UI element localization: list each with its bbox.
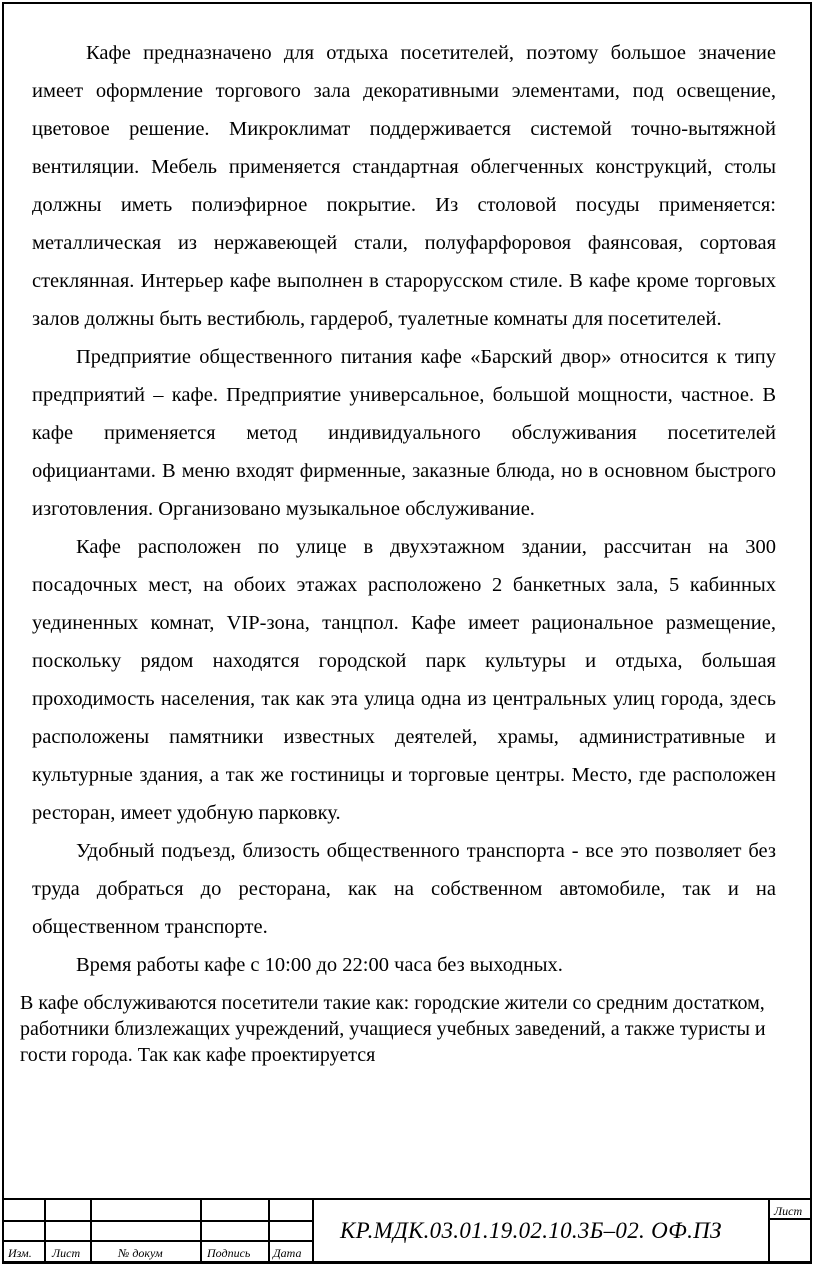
paragraph-transport: Удобный подъезд, близость общественного транспорта - все это позволяет без труда добраться до ресторана, как на собственном автомобиле, так и на общественном транспорте. <box>32 840 776 938</box>
stamp-col-line-1 <box>44 1198 46 1262</box>
document-body <box>20 34 776 1068</box>
stamp-col-line-4 <box>268 1198 270 1262</box>
stamp-col-line-3 <box>200 1198 202 1262</box>
stamp-top-line <box>2 1198 810 1200</box>
stamp-date-label: Дата <box>273 1246 302 1260</box>
stamp-col-line-6 <box>768 1198 770 1262</box>
stamp-list-label: Лист <box>52 1246 81 1260</box>
title-block <box>2 1198 812 1264</box>
stamp-col-line-2 <box>90 1198 92 1262</box>
paragraph-working-hours: Время работы кафе с 10:00 до 22:00 часа без выходных. <box>76 954 563 976</box>
stamp-col-line-5 <box>312 1198 314 1262</box>
paragraph-enterprise-type: Предприятие общественного питания кафе «Барский двор» относится к типу предприятий – кафе. Предприятие универсальное, большой мощности, частное. В кафе применяется метод индивидуального обслуживания посетителей официантами. В меню входят фирменные, заказные блюда, но в основном быстрого изготовления. Организовано музыкальное обслуживание. <box>32 346 776 520</box>
paragraph-location: Кафе расположен по улице в двухэтажном здании, рассчитан на 300 посадочных мест, на обоих этажах расположено 2 банкетных зала, 5 кабинных уединенных комнат, VIP-зона, танцпол. Кафе имеет рациональное размещение, поскольку рядом находятся городской парк культуры и отдыха, большая проходимость населения, так как эта улица одна из центральных улиц города, здесь расположены памятники известных деятелей, храмы, административные и культурные здания, а так же гостиницы и торговые центры. Место, где расположен ресторан, имеет удобную парковку. <box>32 536 776 824</box>
paragraph-visitors: В кафе обслуживаются посетители такие как: городские жители со средним достатком, работники близлежащих учреждений, учащиеся учебных заведений, а также туристы и гости города. Так как кафе проектируется <box>20 992 766 1066</box>
document-code: КР.МДК.03.01.19.02.10.3Б–02. ОФ.ПЗ <box>340 1218 722 1243</box>
sheet-label: Лист <box>774 1204 803 1218</box>
stamp-signature-label: Подпись <box>207 1246 251 1260</box>
stamp-doc-no-label: № докум <box>118 1246 163 1260</box>
stamp-izm-label: Изм. <box>8 1246 32 1260</box>
paragraph-interior: Кафе предназначено для отдыха посетителей, поэтому большое значение имеет оформление торгового зала декоративными элементами, под освещение, цветовое решение. Микроклимат поддерживается системой точно-вытяжной вентиляции. Мебель применяется стандартная облегченных конструкций, столы должны иметь полиэфирное покрытие. Из столовой посуды применяется: металлическая из нержавеющей стали, полуфарфоровоя фаянсовая, сортовая стеклянная. Интерьер кафе выполнен в старорусском стиле. В кафе кроме торговых залов должны быть вестибюль, гардероб, туалетные комнаты для посетителей. <box>32 42 776 330</box>
